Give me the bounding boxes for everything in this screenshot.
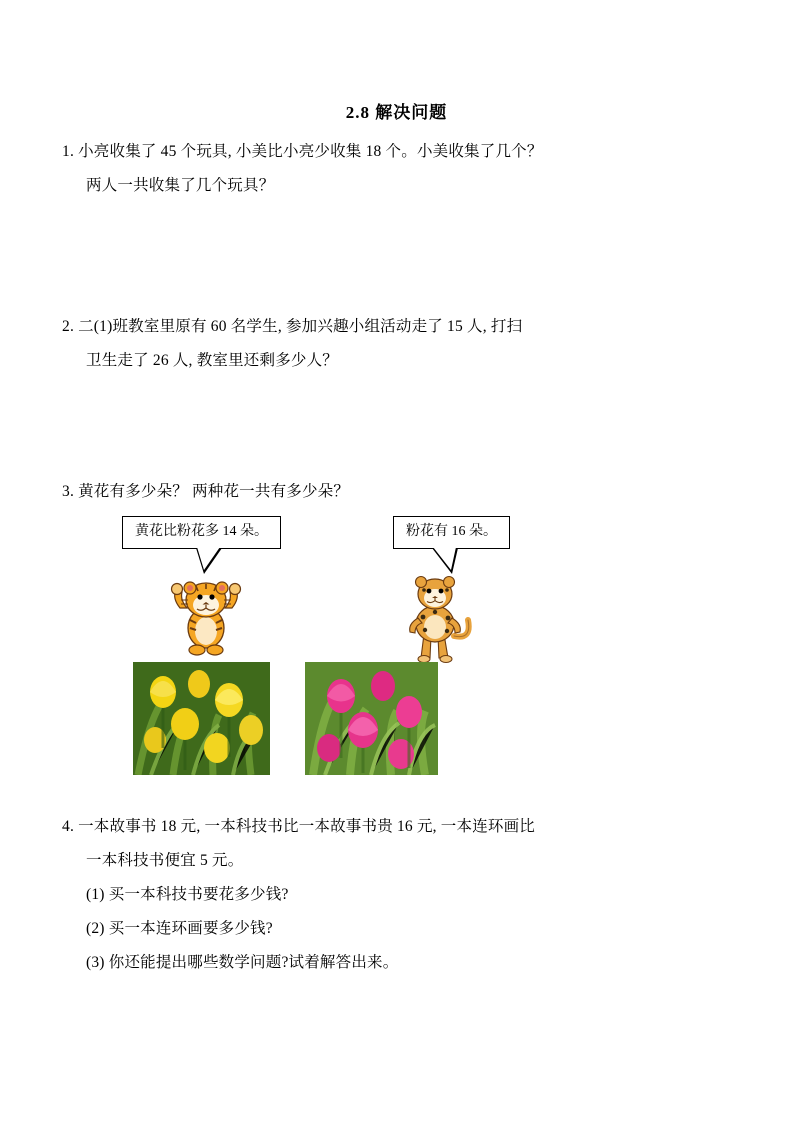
- question-4: [62, 810, 752, 980]
- question-4-line-1: 4. 一本故事书 18 元, 一本科技书比一本故事书贵 16 元, 一本连环画比: [62, 818, 536, 835]
- pink-tulip-photo: [305, 662, 438, 775]
- page-title: 2.8 解决问题: [345, 103, 448, 122]
- question-4-sub-2: (2) 买一本连环画要多少钱?: [86, 920, 273, 937]
- speech-bubble-right: 粉花有 16 朵。: [393, 516, 510, 549]
- speech-bubble-left: 黄花比粉花多 14 朵。: [122, 516, 281, 549]
- question-1-line-1: 1. 小亮收集了 45 个玩具, 小美比小亮少收集 18 个。小美收集了几个？: [62, 143, 543, 160]
- question-4-sub-1: (1) 买一本科技书要花多少钱?: [86, 886, 289, 903]
- question-1: [62, 135, 742, 203]
- question-1-line-2: 两人一共收集了几个玩具？: [86, 177, 275, 194]
- question-3-line-1: 3. 黄花有多少朵？ 两种花一共有多少朵？: [62, 483, 350, 500]
- question-2-line-1: 2. 二(1)班教室里原有 60 名学生, 参加兴趣小组活动走了 15 人, 打扫: [62, 318, 523, 335]
- question-3: [62, 475, 742, 509]
- speech-bubble-right-tail-inner: [433, 547, 456, 570]
- question-2: [62, 310, 742, 378]
- question-4-sub-3: (3) 你还能提出哪些数学问题?试着解答出来。: [86, 954, 399, 971]
- tiger-character-icon: [160, 578, 252, 663]
- speech-bubble-left-tail-inner: [197, 547, 220, 570]
- leopard-character-icon: [390, 572, 480, 669]
- yellow-tulip-photo: [133, 662, 270, 775]
- question-2-line-2: 卫生走了 26 人, 教室里还剩多少人？: [86, 352, 339, 369]
- question-4-line-2: 一本科技书便宜 5 元。: [86, 852, 244, 869]
